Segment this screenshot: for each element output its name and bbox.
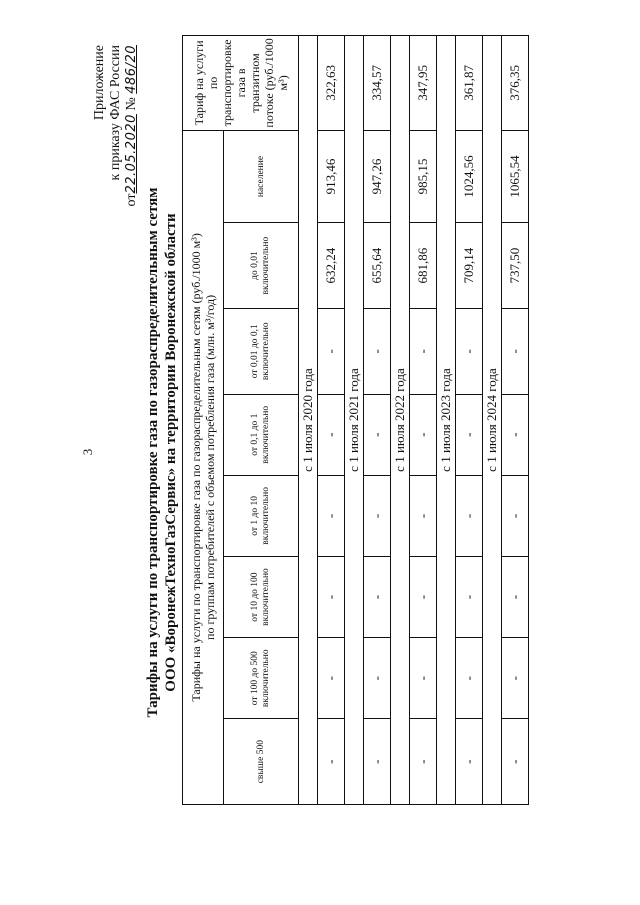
table-cell: 985,15 — [410, 130, 437, 222]
table-cell: 737,50 — [502, 223, 529, 309]
table-cell: - — [364, 638, 391, 719]
table-cell: - — [502, 556, 529, 637]
table-cell: 1024,56 — [456, 130, 483, 222]
date-prefix: от — [124, 193, 139, 207]
table-cell: - — [502, 308, 529, 394]
column-header: от 100 до 500 включительно — [224, 638, 299, 719]
table-cell: - — [364, 719, 391, 805]
table-cell: - — [456, 308, 483, 394]
appendix-header — [92, 45, 140, 206]
table-cell: 347,95 — [410, 36, 437, 131]
period-label: с 1 июля 2021 года — [345, 36, 364, 805]
table-cell: - — [410, 638, 437, 719]
consumer-groups-header — [183, 130, 224, 804]
table-cell: 632,24 — [318, 223, 345, 309]
period-label: с 1 июля 2023 года — [437, 36, 456, 805]
table-row — [318, 36, 345, 805]
table-cell: 655,64 — [364, 223, 391, 309]
table-cell: - — [318, 556, 345, 637]
order-date-line — [124, 45, 140, 206]
table-cell: 376,35 — [502, 36, 529, 131]
period-label: с 1 июля 2024 года — [483, 36, 502, 805]
table-cell: 681,86 — [410, 223, 437, 309]
period-label: с 1 июля 2020 года — [299, 36, 318, 805]
table-cell: - — [502, 638, 529, 719]
table-cell: - — [410, 719, 437, 805]
table-cell: - — [456, 394, 483, 475]
table-cell: 322,63 — [318, 36, 345, 131]
table-cell: - — [502, 719, 529, 805]
column-header: от 1 до 10 включительно — [224, 475, 299, 556]
period-label: с 1 июля 2022 года — [391, 36, 410, 805]
table-cell: 1065,54 — [502, 130, 529, 222]
table-row — [364, 36, 391, 805]
column-header: от 0,01 до 0,1 включительно — [224, 308, 299, 394]
column-header: от 10 до 100 включительно — [224, 556, 299, 637]
page-number: 3 — [80, 448, 95, 456]
title-line-2: ООО «ВоронежТехноГазСервис» на территории Воронежской области — [163, 213, 179, 692]
table-cell: - — [318, 308, 345, 394]
appendix-label: Приложение — [92, 45, 107, 121]
table-cell: - — [456, 719, 483, 805]
table-cell: - — [364, 308, 391, 394]
table-cell: - — [318, 719, 345, 805]
table-cell: 334,57 — [364, 36, 391, 131]
column-header: свыше 500 — [224, 719, 299, 805]
number-sign: № — [124, 97, 139, 111]
table-cell: - — [502, 475, 529, 556]
table-cell: - — [364, 394, 391, 475]
table-cell: - — [456, 556, 483, 637]
rotated-page — [40, 5, 600, 900]
table-row — [456, 36, 483, 805]
table-cell: - — [410, 475, 437, 556]
table-cell: - — [364, 475, 391, 556]
column-header: от 0,1 до 1 включительно — [224, 394, 299, 475]
table-cell: - — [410, 556, 437, 637]
table-cell: - — [502, 394, 529, 475]
table-row — [410, 36, 437, 805]
table-cell: - — [318, 475, 345, 556]
table-cell: - — [318, 638, 345, 719]
table-cell: 913,46 — [318, 130, 345, 222]
table-cell: 361,87 — [456, 36, 483, 131]
title-line-1: Тарифы на услуги по транспортировке газа по газораспределительным сетям — [145, 187, 161, 718]
table-cell: - — [456, 475, 483, 556]
table-cell: - — [318, 394, 345, 475]
transit-tariff-header: Тариф на услуги по транспортировке газа в транзитном потоке (руб./1000 м³) — [183, 36, 299, 131]
table-cell: - — [410, 308, 437, 394]
table-cell: 709,14 — [456, 223, 483, 309]
consumer-groups-header-line-1: Тарифы на услуги по транспортировке газа по газораспределительным сетям (руб./1000 м³) — [189, 233, 203, 702]
consumer-groups-header-line-2: по группам потребителей с объемом потребления газа (млн. м³/год) — [203, 294, 217, 640]
column-header: население — [224, 130, 299, 222]
order-number: 486/20 — [124, 45, 139, 94]
column-header: до 0,01 включительно — [224, 223, 299, 309]
table-row — [502, 36, 529, 805]
table-cell: - — [456, 638, 483, 719]
tariff-table — [182, 35, 529, 805]
order-date: 22.05.2020 — [124, 114, 139, 194]
document-frame — [40, 5, 600, 900]
table-cell: - — [364, 556, 391, 637]
table-cell: 947,26 — [364, 130, 391, 222]
document-title — [144, 5, 180, 900]
table-cell: - — [410, 394, 437, 475]
order-line: к приказу ФАС России — [108, 45, 123, 181]
